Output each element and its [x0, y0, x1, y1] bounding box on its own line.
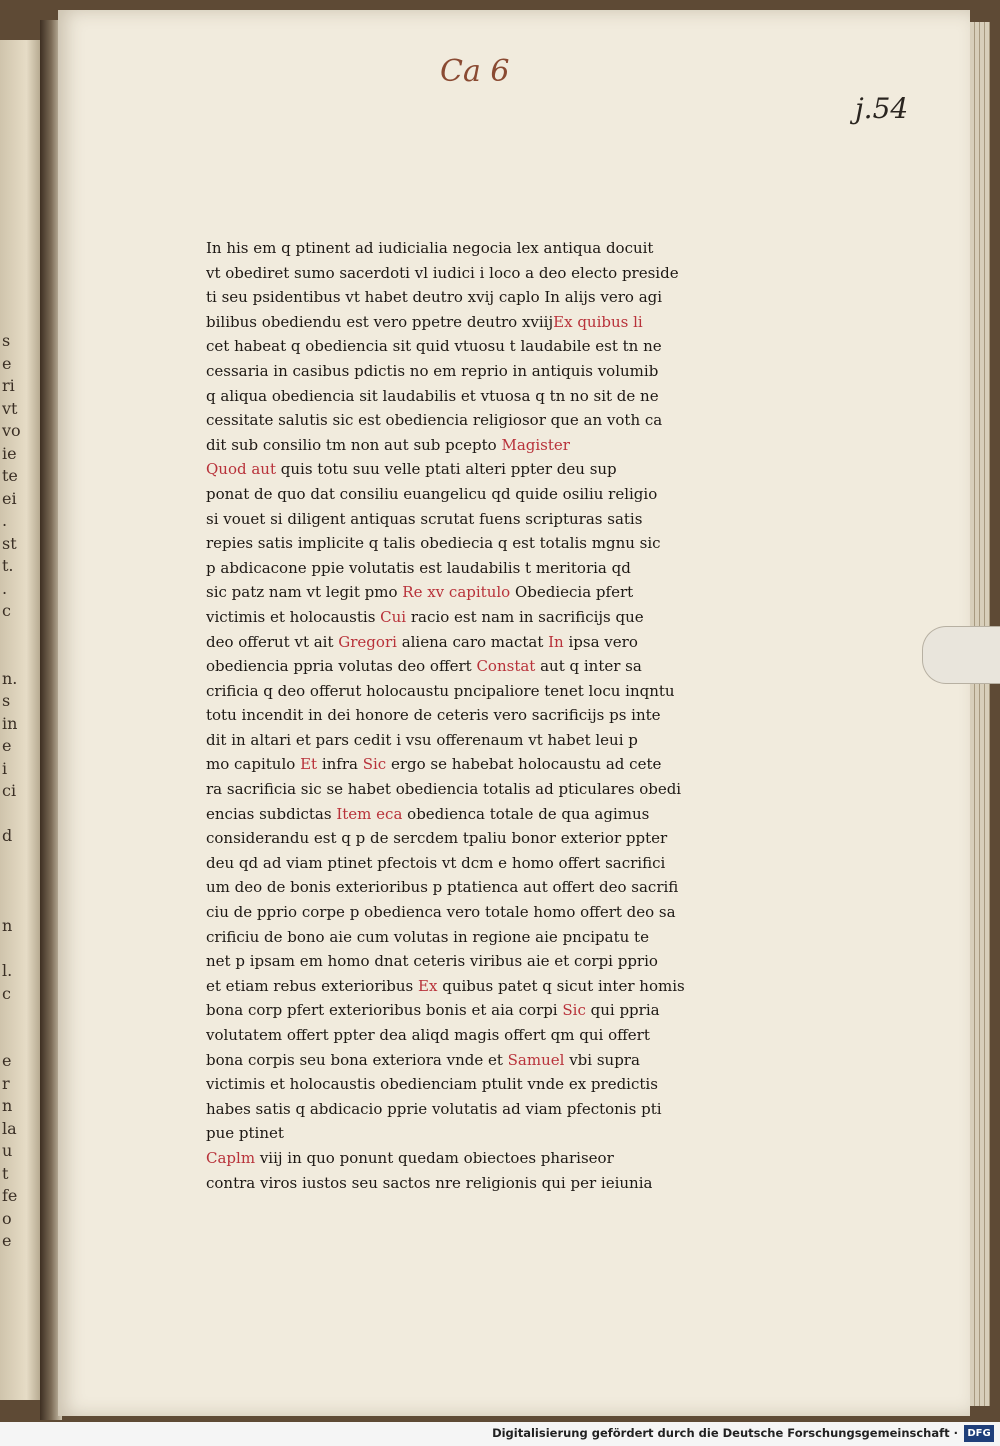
text-line	[206, 580, 742, 605]
text-line	[206, 261, 742, 286]
funding-credit: Digitalisierung gefördert durch die Deutsche Forschungsgemeinschaft ·	[492, 1426, 958, 1440]
line-text: racio est nam in sacrificijs que	[406, 607, 644, 626]
line-text: ciu de pprio corpe p obedienca vero totale homo offert deo sa	[206, 903, 676, 922]
text-line	[206, 802, 742, 827]
line-text: habes satis q abdicacio pprie volutatis ad viam pfectonis pti	[206, 1099, 662, 1118]
rubricated-word: Ex	[418, 976, 438, 995]
line-text: ti seu psidentibus vt habet deutro xvij caplo In alijs vero agi	[206, 288, 663, 307]
text-line	[206, 1146, 742, 1171]
text-line	[206, 752, 742, 777]
text-line	[206, 1072, 742, 1097]
line-text: aut q inter sa	[535, 657, 642, 676]
rubricated-word: In	[548, 632, 564, 651]
line-text: aliena caro mactat	[396, 632, 549, 651]
text-line	[206, 679, 742, 704]
line-text: vt obediret sumo sacerdoti vl iudici i loco a deo electo preside	[206, 263, 679, 282]
line-text: bona corp pfert exterioribus bonis et aia corpi	[206, 1001, 563, 1020]
rubricated-word: Constat	[476, 657, 536, 676]
line-text: mo capitulo	[206, 755, 301, 774]
line-text: dit in altari et pars cedit i vsu offerenaum vt habet leui p	[206, 730, 638, 749]
line-text: et etiam rebus exterioribus	[206, 976, 419, 995]
line-text: totu incendit in dei honore de ceteris vero sacrificijs ps inte	[206, 706, 661, 725]
page-edge	[985, 22, 990, 1406]
text-line	[206, 949, 742, 974]
line-text: pue ptinet	[206, 1124, 284, 1143]
shelf-mark-annotation: Ca 6	[440, 54, 510, 89]
rubricated-word: Caplm	[206, 1148, 256, 1167]
facing-page-edge	[0, 40, 44, 1400]
line-text: deu qd ad viam ptinet pfectois vt dcm e homo offert sacrifici	[206, 853, 666, 872]
line-text: vbi supra	[564, 1050, 640, 1069]
dfg-logo: DFG	[964, 1425, 994, 1442]
rubricated-word: Item eca	[336, 804, 403, 823]
line-text: quibus patet q sicut inter homis	[437, 976, 685, 995]
text-line	[206, 1097, 742, 1122]
line-text: encias subdictas	[206, 804, 337, 823]
text-line	[206, 826, 742, 851]
text-line	[206, 408, 742, 433]
text-line	[206, 630, 742, 655]
line-text: victimis et holocaustis obedienciam ptulit vnde ex predictis	[206, 1075, 658, 1094]
line-text: cessaria in casibus pdictis no em reprio in antiquis volumib	[206, 361, 659, 380]
line-text: obedienca totale de qua agimus	[402, 804, 650, 823]
line-text: repies satis implicite q talis obediecia q est totalis mgnu sic	[206, 534, 661, 553]
text-line	[206, 875, 742, 900]
text-line	[206, 998, 742, 1023]
line-text: um deo de bonis exterioribus p ptatienca aut offert deo sacrifi	[206, 878, 679, 897]
text-line	[206, 851, 742, 876]
text-line	[206, 654, 742, 679]
text-line	[206, 605, 742, 630]
facing-page-text-fragments: s e ri vt vo ie te ei . st t. . c n. s in e i ci d n l. c e r n la u t fe o e	[2, 331, 21, 1250]
text-line	[206, 1048, 742, 1073]
line-text: q aliqua obediencia sit laudabilis et vtuosa q tn no sit de ne	[206, 386, 659, 405]
line-text: Obediecia pfert	[510, 583, 634, 602]
text-line	[206, 359, 742, 384]
text-line	[206, 531, 742, 556]
footer-bar	[0, 1422, 1000, 1446]
line-text: volutatem offert ppter dea aliqd magis offert qm qui offert	[206, 1026, 650, 1044]
line-text: considerandu est q p de sercdem tpaliu bonor exterior ppter	[206, 829, 668, 848]
line-text: deo offerut vt ait	[206, 632, 339, 651]
text-line	[206, 1121, 742, 1146]
folio-number: j.54	[855, 92, 909, 125]
text-line	[206, 384, 742, 409]
text-line	[206, 974, 742, 999]
text-line	[206, 285, 742, 310]
rubricated-word: Sic	[362, 755, 387, 774]
line-text: cessitate salutis sic est obediencia religiosor que an voth ca	[206, 411, 663, 430]
line-text: p abdicacone ppie volutatis est laudabilis t meritoria qd	[206, 558, 631, 577]
line-text: ipsa vero	[563, 632, 638, 651]
main-text-column	[206, 236, 742, 1195]
text-line	[206, 482, 742, 507]
text-line	[206, 777, 742, 802]
rubricated-word: Magister	[501, 435, 570, 454]
text-line	[206, 1023, 742, 1048]
line-text: ra sacrificia sic se habet obediencia totalis ad pticulares obedi	[206, 780, 682, 799]
text-line	[206, 457, 742, 482]
text-line	[206, 556, 742, 581]
text-line	[206, 728, 742, 753]
text-line	[206, 334, 742, 359]
text-line	[206, 236, 742, 261]
line-text: cet habeat q obediencia sit quid vtuosu t laudabile est tn ne	[206, 337, 662, 356]
line-text: net p ipsam em homo dnat ceteris viribus aie et corpi pprio	[206, 952, 658, 971]
line-text: bilibus obediendu est vero ppetre deutro xviij	[206, 312, 554, 331]
text-line	[206, 507, 742, 532]
line-text: viij in quo ponunt quedam obiectoes phariseor	[255, 1148, 614, 1167]
line-text: victimis et holocaustis	[206, 607, 381, 626]
text-line	[206, 703, 742, 728]
rubricated-word: Samuel	[507, 1050, 565, 1069]
rubricated-word: Gregori	[338, 632, 397, 651]
rubricated-word: Re xv capitulo	[402, 583, 511, 602]
line-text: contra viros iustos seu sactos nre religionis qui per ieiunia	[206, 1173, 653, 1192]
rubricated-word: Cui	[380, 607, 407, 626]
line-text: si vouet si diligent antiquas scrutat fuens scripturas satis	[206, 509, 643, 528]
line-text: ergo se habebat holocaustu ad cete	[386, 755, 662, 774]
line-text: qui ppria	[585, 1001, 660, 1020]
text-line	[206, 433, 742, 458]
page-clip-bookmark	[922, 626, 1000, 684]
rubricated-word: Ex quibus li	[553, 312, 643, 331]
text-line	[206, 925, 742, 950]
line-text: crificiu de bono aie cum volutas in regione aie pncipatu te	[206, 927, 649, 946]
line-text: crificia q deo offerut holocaustu pncipaliore tenet locu inqntu	[206, 681, 675, 700]
line-text: dit sub consilio tm non aut sub pcepto	[206, 435, 502, 454]
line-text: In his em q ptinent ad iudicialia negocia lex antiqua docuit	[206, 239, 654, 257]
text-line	[206, 310, 742, 335]
line-text: infra	[317, 755, 363, 774]
line-text: obediencia ppria volutas deo offert	[206, 657, 477, 676]
line-text: quis totu suu velle ptati alteri ppter deu sup	[276, 460, 617, 479]
text-line	[206, 900, 742, 925]
rubricated-word: Quod aut	[206, 460, 276, 479]
line-text: ponat de quo dat consiliu euangelicu qd quide osiliu religio	[206, 484, 658, 503]
rubricated-word: Et	[300, 755, 318, 774]
line-text: bona corpis seu bona exteriora vnde et	[206, 1050, 508, 1069]
line-text: sic patz nam vt legit pmo	[206, 583, 403, 602]
rubricated-word: Sic	[562, 1001, 586, 1020]
text-line	[206, 1171, 742, 1196]
